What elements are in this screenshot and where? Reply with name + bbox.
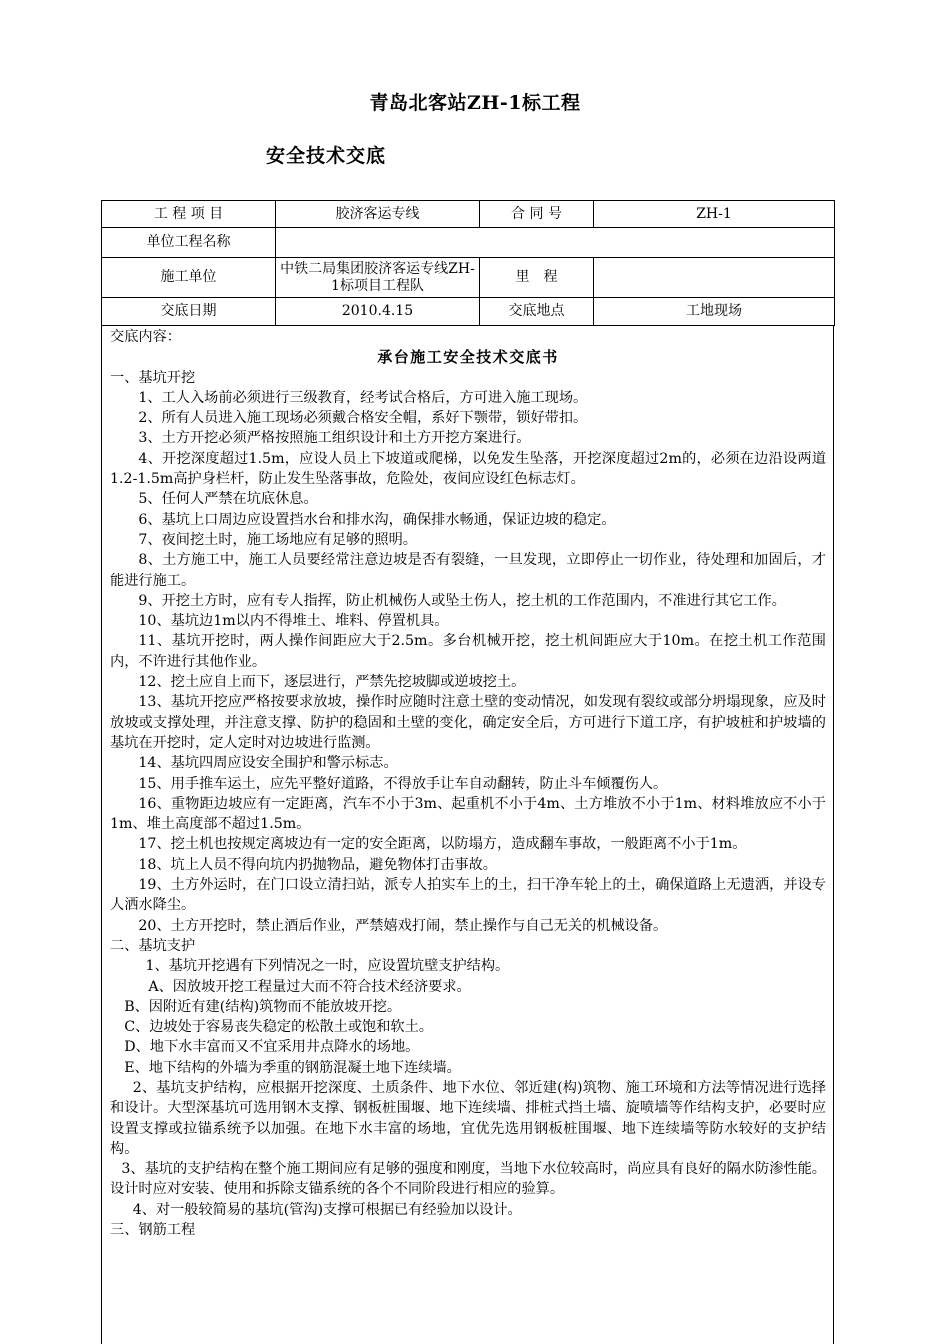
list-item: D、地下水丰富而又不宜采用井点降水的场地。 [124,1039,420,1056]
constructor-label: 施工单位 [102,258,276,298]
document-subtitle: 安全技术交底 [266,145,387,167]
list-item: 5、任何人严禁在坑底休息。 [138,491,318,508]
info-table [101,200,835,326]
content-body [101,325,834,1344]
list-item: 20、土方开挖时，禁止酒后作业，严禁嬉戏打闹，禁止操作与自己无关的机械设备。 [138,917,668,934]
list-item: 18、坑上人员不得向坑内扔抛物品，避免物体打击事故。 [138,856,497,873]
list-item: 17、挖土机也按规定离坡边有一定的安全距离，以防塌方，造成翻车事故，一般距离不小于1m。 [138,836,747,853]
content-label: 交底内容： [110,329,181,345]
list-item: 13、基坑开挖应严格按要求放坡，操作时应随时注意土壁的变动情况，如发现有裂纹或部分坍塌现象，应及时放坡或支撑处理，并注意支撑、防护的稳固和土壁的变化，确定安全后，方可进行下道工序，有护坡桩和护坡墙的基坑在开挖时，定人定时对边坡进行监测。 [110,694,826,751]
mileage-value [594,258,835,298]
list-item: B、因附近有建(结构)筑物而不能放坡开挖。 [124,998,402,1015]
list-item: 1、基坑开挖遇有下列情况之一时，应设置坑壁支护结构。 [145,958,510,975]
mileage-label: 里 程 [480,258,594,298]
table-row [102,228,835,258]
table-row [102,298,835,326]
location-value: 工地现场 [594,298,835,326]
project-value: 胶济客运专线 [276,201,480,228]
list-item: A、因放坡开挖工程量过大而不符合技术经济要求。 [148,978,471,995]
list-item: 2、基坑支护结构，应根据开挖深度、土质条件、地下水位、邻近建(构)筑物、施工环境和方法等情况进行选择和设计。大型深基坑可选用钢木支撑、钢板桩围堰、地下连续墙、排桩式挡土墙、旋喷墙等作结构支护，必要时应设置支撑或拉锚系统予以加强。在地下水丰富的场地，宜优先选用钢板桩围堰、地下连续墙等防水较好的支护结构。 [110,1079,826,1157]
document-title: 青岛北客站ZH-1标工程 [369,92,581,114]
section-heading: 一、基坑开挖 [110,369,196,386]
list-item: 12、挖土应自上而下，逐层进行，严禁先挖坡脚或逆坡挖土。 [138,674,526,691]
list-item: 4、对一般较简易的基坑(管沟)支撑可根据已有经验加以设计。 [132,1201,522,1218]
date-label: 交底日期 [102,298,276,326]
list-item: 8、土方施工中，施工人员要经常注意边坡是否有裂缝，一旦发现，立即停止一切作业，待处理和加固后，才能进行施工。 [110,552,826,589]
table-row [102,258,835,298]
list-item: 2、所有人员进入施工现场必须戴合格安全帽，系好下颚带，锁好带扣。 [138,410,588,427]
list-item: 19、土方外运时，在门口设立清扫站，派专人拍实车上的土，扫干净车轮上的土，确保道路上无遗洒，并设专人洒水降尘。 [110,877,826,914]
list-item: 14、基坑四周应设安全围护和警示标志。 [138,755,398,772]
location-label: 交底地点 [480,298,594,326]
unit-name-value [276,228,835,258]
disclosure-title: 承台施工安全技术交底书 [377,348,559,367]
list-item: E、地下结构的外墙为季重的钢筋混凝土地下连续墙。 [124,1059,461,1076]
list-item: 3、土方开挖必须严格按照施工组织设计和土方开挖方案进行。 [138,430,531,447]
contract-label: 合 同 号 [480,201,594,228]
unit-name-label: 单位工程名称 [102,228,276,258]
project-label: 工 程 项 目 [102,201,276,228]
table-row [102,201,835,228]
list-item: 9、开挖土方时，应有专人指挥，防止机械伤人或坠土伤人，挖土机的工作范围内，不准进行其它工作。 [138,592,786,609]
date-value: 2010.4.15 [276,298,480,326]
contract-value: ZH-1 [594,201,835,228]
list-item: 7、夜间挖土时，施工场地应有足够的照明。 [138,531,417,548]
section-heading: 三、钢筋工程 [110,1222,196,1239]
list-item: 1、工人入场前必须进行三级教育，经考试合格后，方可进入施工现场。 [138,389,588,406]
constructor-value: 中铁二局集团胶济客运专线ZH-1标项目工程队 [276,258,480,298]
list-item: 16、重物距边坡应有一定距离，汽车不小于3m、起重机不小于4m、土方堆放不小于1m、材料堆放应不小于1m、堆土高度部不超过1.5m。 [110,795,826,833]
section-heading: 二、基坑支护 [110,937,196,954]
list-item: 15、用手推车运土，应先平整好道路，不得放手让车自动翻转，防止斗车倾覆伤人。 [138,775,668,792]
list-item: 10、基坑边1m以内不得堆土、堆料、停置机具。 [138,613,449,630]
list-item: 11、基坑开挖时，两人操作间距应大于2.5m。多台机械开挖，挖土机间距应大于10m。在挖土机工作范围内，不许进行其他作业。 [110,633,826,670]
list-item: C、边坡处于容易丧失稳定的松散土或饱和软土。 [124,1019,433,1036]
list-item: 6、基坑上口周边应设置挡水台和排水沟，确保排水畅通，保证边坡的稳定。 [138,511,616,528]
list-item: 4、开挖深度超过1.5m，应设人员上下坡道或爬梯，以免发生坠落，开挖深度超过2m的，必须在边沿设两道1.2-1.5m高护身栏杆，防止发生坠落事故，危险处，夜间应设红色标志灯。 [110,450,826,488]
list-item: 3、基坑的支护结构在整个施工期间应有足够的强度和刚度，当地下水位较高时，尚应具有良好的隔水防渗性能。设计时应对安装、使用和拆除支锚系统的各个不同阶段进行相应的验算。 [110,1161,826,1198]
